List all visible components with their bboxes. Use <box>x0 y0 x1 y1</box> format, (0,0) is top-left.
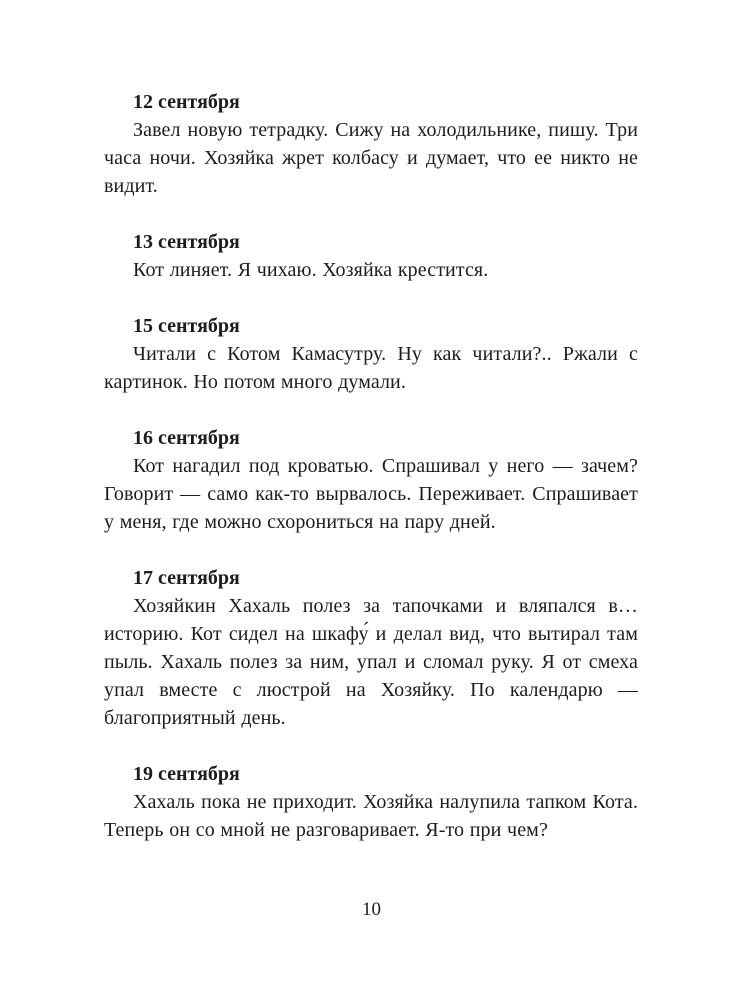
entry-date: 13 сентября <box>133 231 240 253</box>
diary-entry <box>104 312 638 396</box>
page-number: 10 <box>362 899 381 920</box>
diary-entry <box>104 424 638 536</box>
diary-entry <box>104 760 638 844</box>
entry-date: 15 сентября <box>133 315 240 337</box>
entry-text: Хахаль пока не приходит. Хозяйка налупила тапком Кота. Теперь он со мной не разговаривает. Я-то при чем? <box>104 791 638 841</box>
diary-entry <box>104 564 638 732</box>
entry-text: Хозяйкин Хахаль полез за тапочками и вляпался в… историю. Кот сидел на шкафу́ и делал вид, что вытирал там пыль. Хахаль полез за ним, упал и сломал руку. Я от смеха упал вместе с люстрой на Хозяйку. По календарю — благоприятный день. <box>104 595 638 729</box>
entry-text: Кот нагадил под кроватью. Спрашивал у него — зачем? Говорит — само как-то вырвалось. Переживает. Спрашивает у меня, где можно схорониться на пару дней. <box>104 455 638 533</box>
diary-entry <box>104 228 638 284</box>
entry-date: 16 сентября <box>133 427 240 449</box>
entry-date: 12 сентября <box>133 91 240 113</box>
entry-date: 17 сентября <box>133 567 240 589</box>
entry-text: Читали с Котом Камасутру. Ну как читали?.. Ржали с картинок. Но потом много думали. <box>104 343 638 393</box>
diary-entry <box>104 88 638 200</box>
entry-text: Кот линяет. Я чихаю. Хозяйка крестится. <box>133 259 489 281</box>
entry-text: Завел новую тетрадку. Сижу на холодильнике, пишу. Три часа ночи. Хозяйка жрет колбасу и думает, что ее никто не видит. <box>104 119 638 197</box>
entry-date: 19 сентября <box>133 763 240 785</box>
